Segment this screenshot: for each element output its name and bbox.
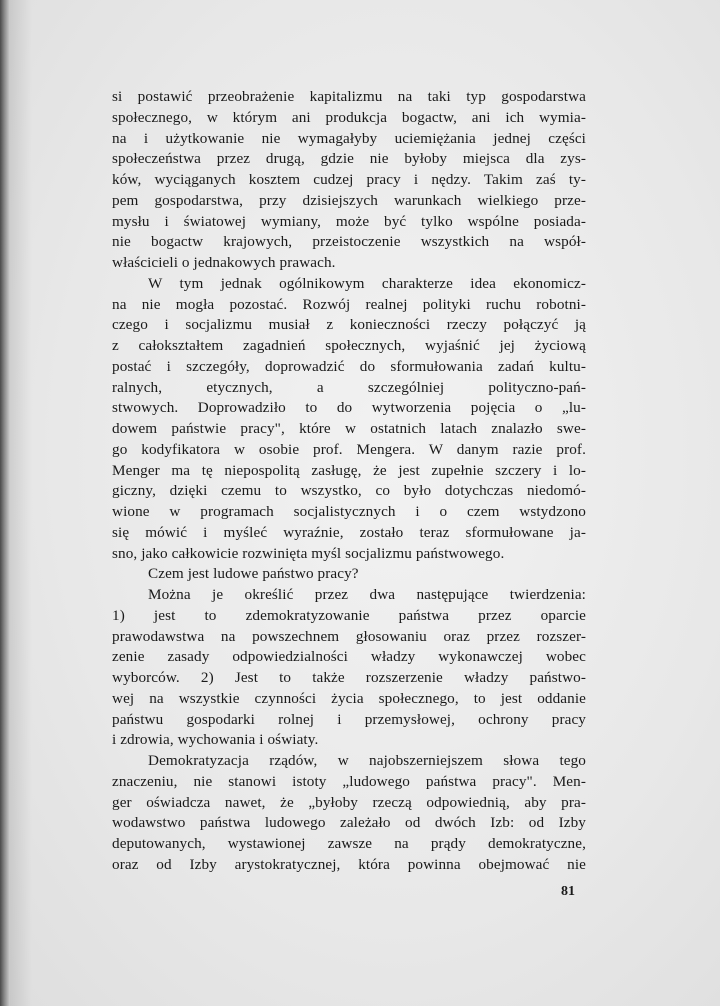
text-line: wione w programach socjalistycznych i o czem wstydzono	[112, 503, 586, 520]
text-line: właścicieli o jednakowych prawach.	[112, 254, 336, 271]
text-line: 1) jest to zdemokratyzowanie państwa przez oparcie	[112, 606, 586, 624]
text-line: deputowanych, wystawionej zawsze na prądy demokratyczne,	[112, 835, 586, 852]
text-line: postać i szczegóły, doprowadzić do sformułowania zadań kultu-	[112, 357, 586, 375]
text-line: W tym jednak ogólnikowym charakterze idea ekonomicz-	[148, 274, 586, 292]
text-line: ralnych, etycznych, a szczególniej polityczno-pań-	[112, 378, 586, 396]
text-line: Można je określić przez dwa następujące twierdzenia:	[148, 586, 586, 603]
text-line: ger oświadcza nawet, że „byłoby rzeczą odpowiednią, aby pra-	[112, 793, 586, 811]
text-line: stwowych. Doprowadziło to do wytworzenia pojęcia o „lu-	[112, 399, 586, 417]
text-line: Czem jest ludowe państwo pracy?	[148, 565, 359, 583]
text-line: prawodawstwa na powszechnem głosowaniu oraz przez rozszer-	[112, 627, 586, 645]
text-line: giczny, dzięki czemu to wszystko, co było dotychczas niedomó-	[112, 482, 586, 500]
text-line: sno, jako całkowicie rozwinięta myśl socjalizmu państwowego.	[112, 544, 505, 562]
body-text	[112, 87, 586, 876]
text-line: nie bogactw krajowych, przeistoczenie wszystkich na współ-	[112, 233, 586, 251]
text-line: pem gospodarstwa, przy dzisiejszych warunkach wielkiego prze-	[112, 191, 586, 209]
text-line: czego i socjalizmu musiał z konieczności rzeczy połączyć ją	[112, 316, 586, 334]
text-line: go kodyfikatora w osobie prof. Mengera. W danym razie prof.	[112, 440, 586, 458]
text-line: społecznego, w którym ani produkcja bogactw, ani ich wymia-	[112, 108, 586, 126]
text-line: Demokratyzacja rządów, w najobszerniejszem słowa tego	[148, 752, 586, 769]
spine-shadow	[10, 0, 32, 1006]
text-line: państwu gospodarki rolnej i przemysłowej, ochrony pracy	[112, 710, 586, 728]
text-line: dowem państwie pracy", które w ostatnich latach znalazło swe-	[112, 420, 586, 437]
text-line: się mówić i myśleć wyraźnie, zostało teraz sformułowane ja-	[112, 523, 586, 541]
text-line: znaczeniu, nie stanowi istoty „ludowego państwa pracy". Men-	[112, 772, 586, 790]
book-spine	[0, 0, 10, 1006]
text-line: si postawić przeobrażenie kapitalizmu na taki typ gospodarstwa	[112, 88, 586, 105]
text-line: na i użytkowanie nie wymagałyby uciemiężania jednej części	[112, 129, 586, 147]
page-number: 81	[561, 884, 575, 899]
text-line: oraz od Izby arystokratycznej, która powinna obejmować nie	[112, 855, 586, 873]
text-line: i zdrowia, wychowania i oświaty.	[112, 731, 319, 749]
text-line: wodawstwo państwa ludowego zależało od dwóch Izb: od Izby	[112, 814, 586, 832]
text-line: z całokształtem zagadnień społecznych, wyjaśnić jej życiową	[112, 337, 586, 354]
text-line: wej na wszystkie czynności życia społecznego, to jest oddanie	[112, 689, 586, 707]
text-line: ków, wyciąganych kosztem cudzej pracy i nędzy. Takim zaś ty-	[112, 171, 586, 188]
text-line: społeczeństwa przez drugą, gdzie nie byłoby miejsca dla zys-	[112, 150, 586, 168]
text-line: na nie mogła pozostać. Rozwój realnej polityki ruchu robotni-	[112, 295, 586, 313]
text-line: mysłu i światowej wymiany, może być tylko wspólne posiada-	[112, 212, 586, 230]
text-line: wyborców. 2) Jest to także rozszerzenie władzy państwo-	[112, 669, 586, 686]
text-line: Menger ma tę niepospolitą zasługę, że jest zupełnie szczery i lo-	[112, 461, 586, 479]
text-line: zenie zasady odpowiedzialności władzy wykonawczej wobec	[112, 648, 586, 666]
